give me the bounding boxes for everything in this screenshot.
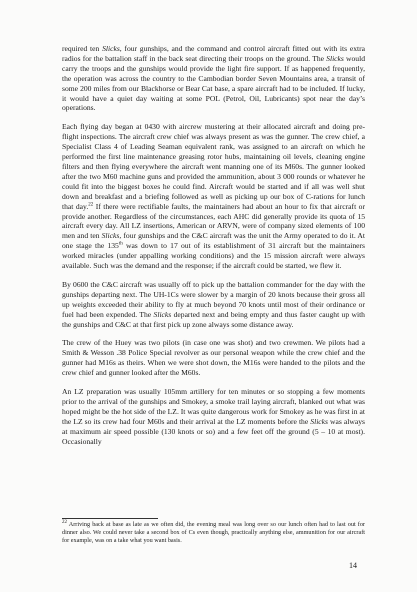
paragraph <box>62 387 365 446</box>
italic-text: Slicks <box>102 44 120 53</box>
paragraph <box>62 280 365 330</box>
text-run: would carry the troops and the gunships would provide the light fire support. If as happened frequently, the operation was across the country to the Cambodian border Seven Mountains area, a transit of some 200 miles from our Blackhorse or Bear Cat base, a spare aircraft had to be included. If lucky, it would have a quiet day waiting at some POL (Petrol, Oil, Lubricants) spot near the day’s operations. <box>62 53 366 113</box>
italic-text: Slicks <box>326 53 344 63</box>
text-run: departed next and being empty and thus faster caught up with the gunships and C&C at that first pick up zone always some distance away. <box>62 309 365 329</box>
footnote <box>62 521 365 544</box>
text-run: Arriving back at base as late as we often did, the evening meal was long over so our lunch often had to last out for dinner also. We could never take a second box of Cs even though, practically anything else, ammunition for our aircraft for example, was on a take what you want basis. <box>62 521 365 544</box>
text-run: An LZ preparation was usually 105mm artillery for ten minutes or so stopping a few moments prior to the arrival of the gunships and Smokey, a smoke trail laying aircraft, blanked out what was hoped might be the hot side of the LZ. It was quite dangerous work for Smokey as he was first in at the LZ so its crew had four M60s and their arrival at the LZ moments before the <box>62 387 365 426</box>
footnote-marker: 22 <box>62 519 67 525</box>
footnote-separator <box>62 518 158 519</box>
text-run: , four gunships, and the command and control aircraft fitted out with its extra radios for the battalion staff in the back seat directing their troops on the ground. The <box>62 44 365 63</box>
page-number: 14 <box>349 561 357 570</box>
paragraph <box>62 122 365 271</box>
text-run: four gunships and the C&C aircraft was the unit the Army operated to do it. At one stage the 135 <box>62 231 365 251</box>
paragraph <box>62 338 365 378</box>
body-text <box>62 44 365 456</box>
italic-text: Slicks <box>310 416 328 426</box>
text-run: was down to 17 out of its establishment of 31 aircraft but the maintainers worked miracles (under appalling working conditions) and the 15 mission aircraft were always available. Such was the demand and the response; if the aircraft could be started, we flew it. <box>62 241 366 271</box>
footnote-marker: th <box>118 241 123 247</box>
italic-text: Slicks, <box>101 231 122 241</box>
text-run: required ten <box>62 44 103 53</box>
footnote-marker: 22 <box>88 202 94 208</box>
text-run: By 0600 the C&C aircraft was usually off to pick up the battalion commander for the day with the gunships departing next. The UH-1Cs were slower by a margin of 20 knots because their gross all up weights exceeded their ability to fly at much beyond 70 knots until most of their ordinance or fuel had been expended. The <box>62 279 365 319</box>
text-run: The crew of the Huey was two pilots (in case one was shot) and two crewmen. We pilots had a Smith & Wesson .38 Police Special revolver as our personal weapon while the crew chief and the gunner had M16s as theirs. When we were shot down, the M16s were handed to the pilots and the crew chief and gunner looked after the M60s. <box>62 338 365 378</box>
italic-text: Slicks <box>153 309 172 319</box>
text-run: was always at maximum air speed possible (130 knots or so) and a few feet off the ground (5 – 10 at most). Occasionally <box>62 416 365 446</box>
text-run: If there were rectifiable faults, the maintainers had about an hour to fix that aircraft or provide another. Regardless of the circumstances, each AHC did generally provide its quota of 15 aircraft every day. All LZ insertions, American or ARVN, were of company sized elements of 100 men and ten <box>62 201 365 241</box>
paragraph <box>62 44 365 113</box>
text-run: Each flying day began at 0430 with aircrew mustering at their allocated aircraft and doing pre-flight inspections. The aircraft crew chief was always present as was the gunner. The crew chief, a Specialist Class 4 of Leading Seaman equivalent rank, was assigned to an aircraft on which he performed the first line maintenance greasing rotor hubs, maintaining oil levels, cleaning engine filters and then flying everywhere the aircraft went manning one of its M60s. The gunner looked after the two M60 machine guns and provided the ammunition, about 3 000 rounds or whatever he could fit into the biggest boxes he could find. Aircraft would be started and if all was well shut down and breakfast and a briefing followed as well as picking up our box of C-rations for lunch that day. <box>62 122 365 211</box>
